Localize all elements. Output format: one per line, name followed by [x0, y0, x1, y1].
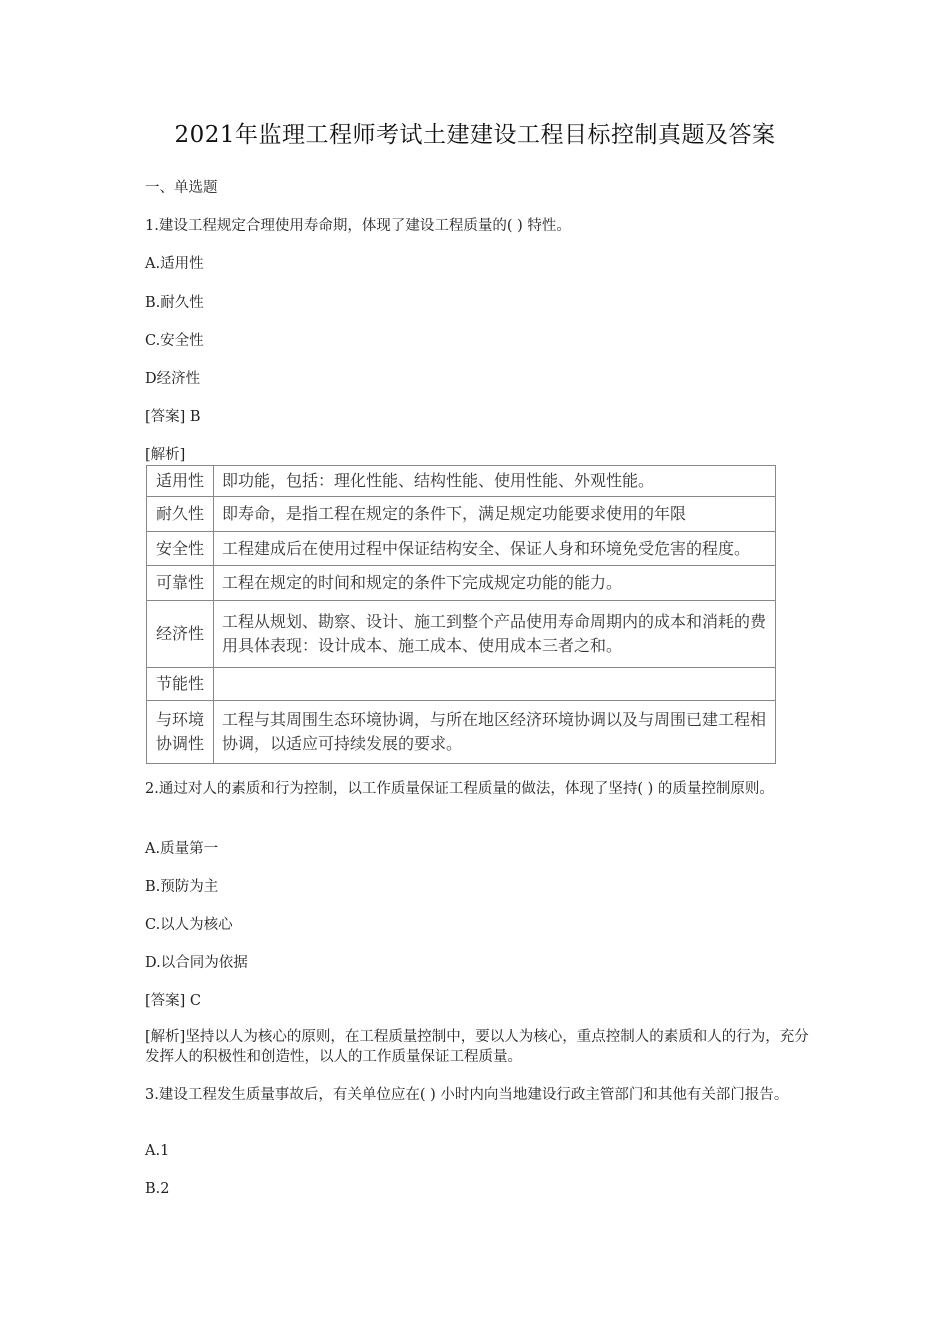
q3-stem: 3.建设工程发生质量事故后，有关单位应在( ) 小时内向当地建设行政主管部门和其他有关部门报告。: [145, 1087, 789, 1103]
table-key-cell: 与环境协调性: [147, 701, 214, 764]
q1-answer: [答案] B: [145, 409, 201, 425]
document-title: 2021年监理工程师考试土建建设工程目标控制真题及答案: [174, 122, 776, 148]
q2-answer: [答案] C: [145, 993, 202, 1009]
table-value-cell: 即功能，包括：理化性能、结构性能、使用性能、外观性能。: [214, 466, 776, 497]
table-row: [147, 668, 776, 701]
q3-option-b: B.2: [145, 1181, 170, 1197]
table-key-cell: 节能性: [147, 668, 214, 701]
table-key-cell: 可靠性: [147, 566, 214, 601]
table-key-cell: 耐久性: [147, 497, 214, 532]
q2-stem: 2.通过对人的素质和行为控制，以工作质量保证工程质量的做法，体现了坚持( ) 的质量控制原则。: [145, 781, 774, 797]
q1-option-b: B.耐久性: [145, 295, 204, 311]
table-value-cell: 工程在规定的时间和规定的条件下完成规定功能的能力。: [214, 566, 776, 601]
q2-option-a: A.质量第一: [145, 841, 219, 857]
q2-option-b: B.预防为主: [145, 879, 219, 895]
q2-option-c: C.以人为核心: [145, 917, 233, 933]
quality-characteristics-table: [146, 465, 776, 764]
q1-option-a: A.适用性: [145, 256, 204, 272]
table-key-cell: 经济性: [147, 601, 214, 668]
table-value-cell: [214, 668, 776, 701]
q1-option-d: D经济性: [145, 371, 201, 387]
table-row: [147, 497, 776, 532]
q2-option-d: D.以合同为依据: [145, 955, 248, 971]
q3-option-a: A.1: [145, 1143, 170, 1159]
table-value-cell: 工程建成后在使用过程中保证结构安全、保证人身和环境免受危害的程度。: [214, 532, 776, 566]
table-row: [147, 532, 776, 566]
section-heading: 一、单选题: [145, 180, 218, 196]
table-key-cell: 安全性: [147, 532, 214, 566]
table-value-cell: 即寿命，是指工程在规定的条件下，满足规定功能要求使用的年限: [214, 497, 776, 532]
table-row: [147, 701, 776, 764]
table-row: [147, 466, 776, 497]
q1-option-c: C.安全性: [145, 333, 204, 349]
q1-stem: 1.建设工程规定合理使用寿命期，体现了建设工程质量的( ) 特性。: [145, 218, 571, 234]
table-value-cell: 工程与其周围生态环境协调，与所在地区经济环境协调以及与周围已建工程相协调，以适应可持续发展的要求。: [214, 701, 776, 764]
table-value-cell: 工程从规划、勘察、设计、施工到整个产品使用寿命周期内的成本和消耗的费用具体表现：设计成本、施工成本、使用成本三者之和。: [214, 601, 776, 668]
q1-analysis-label: [解析]: [145, 447, 186, 463]
table-row: [147, 601, 776, 668]
table-row: [147, 566, 776, 601]
table-key-cell: 适用性: [147, 466, 214, 497]
q2-analysis: [解析]坚持以人为核心的原则，在工程质量控制中，要以人为核心，重点控制人的素质和人的行为，充分发挥人的积极性和创造性，以人的工作质量保证工程质量。: [145, 1029, 809, 1065]
